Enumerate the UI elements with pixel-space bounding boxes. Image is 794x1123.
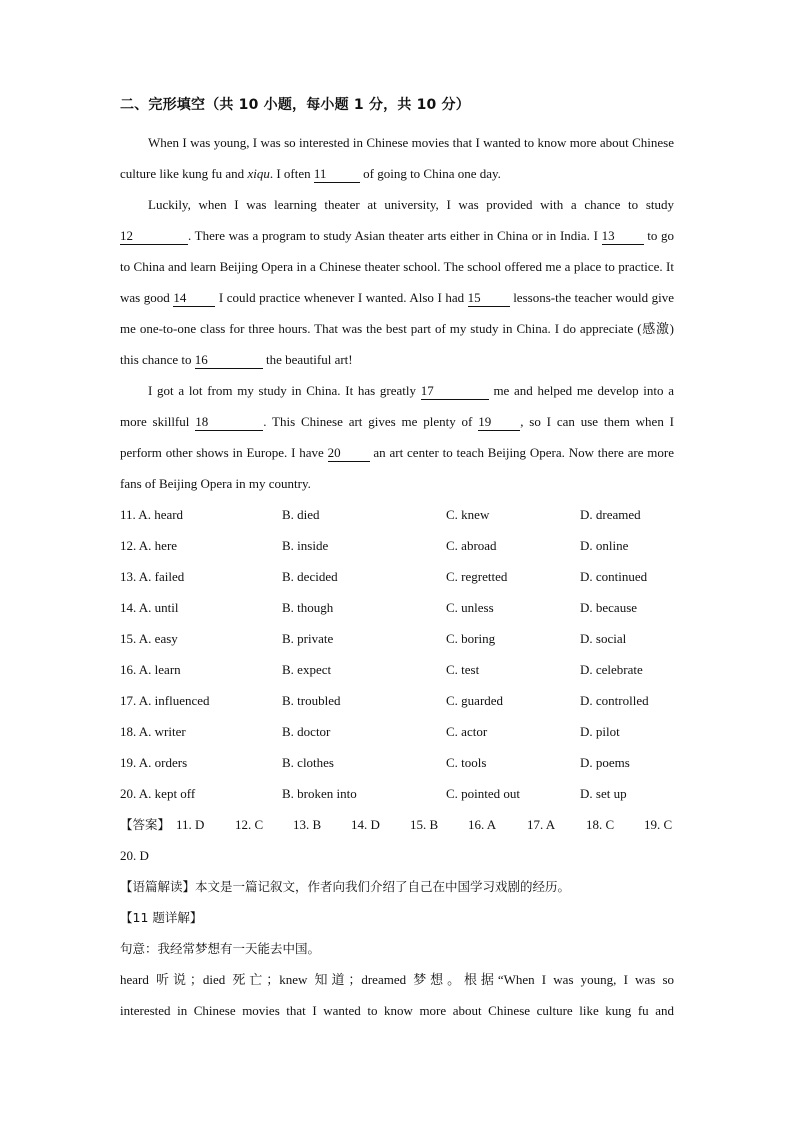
answer-row-2: [120, 840, 674, 871]
option-d[interactable]: D. because: [580, 600, 638, 615]
option-a[interactable]: 13. A. failed: [120, 569, 185, 584]
blank-13[interactable]: 13: [602, 228, 644, 245]
option-d[interactable]: D. pilot: [580, 724, 620, 739]
option-row-14: [120, 592, 674, 623]
option-b[interactable]: B. clothes: [282, 755, 334, 770]
passage-text: of going to China one day.: [359, 166, 501, 181]
option-row-16: [120, 654, 674, 685]
blank-15[interactable]: 15: [468, 290, 510, 307]
option-b[interactable]: B. expect: [282, 662, 332, 677]
option-d[interactable]: D. social: [580, 631, 627, 646]
option-c[interactable]: C. boring: [446, 631, 496, 646]
option-c[interactable]: C. actor: [446, 724, 488, 739]
option-d[interactable]: D. dreamed: [580, 507, 641, 522]
option-d[interactable]: D. controlled: [580, 693, 649, 708]
blank-19[interactable]: 19: [478, 414, 520, 431]
answer-item: 18. C: [586, 817, 615, 832]
q11-sentence-meaning: 句意：我经常梦想有一天能去中国。: [120, 941, 321, 956]
option-b[interactable]: B. broken into: [282, 786, 357, 801]
passage-text: to go to China and learn Beijing Opera in a Chinese theater school. The school offered me a place to practice. It was good: [120, 228, 674, 305]
option-row-11: [120, 499, 674, 530]
answer-item: 13. B: [293, 817, 322, 832]
option-a[interactable]: 18. A. writer: [120, 724, 186, 739]
option-a[interactable]: 15. A. easy: [120, 631, 178, 646]
answer-label: 【答案】: [120, 817, 171, 832]
option-c[interactable]: C. test: [446, 662, 480, 677]
option-a[interactable]: 19. A. orders: [120, 755, 188, 770]
answer-item: 20. D: [120, 848, 149, 863]
option-a[interactable]: 14. A. until: [120, 600, 179, 615]
blank-16[interactable]: 16: [195, 352, 263, 369]
option-row-19: [120, 747, 674, 778]
option-a[interactable]: 12. A. here: [120, 538, 178, 553]
answer-item: 14. D: [351, 817, 380, 832]
option-c[interactable]: C. unless: [446, 600, 494, 615]
option-row-15: [120, 623, 674, 654]
option-c[interactable]: C. knew: [446, 507, 490, 522]
blank-18[interactable]: 18: [195, 414, 263, 431]
option-b[interactable]: B. troubled: [282, 693, 341, 708]
answer-item: 15. B: [410, 817, 439, 832]
blank-14[interactable]: 14: [173, 290, 215, 307]
passage-text: lessons-the teacher would give me one-to-one class for three hours. That was the best part of my study in China. I do appreciate (感激) this chance to: [120, 290, 674, 367]
option-b[interactable]: B. though: [282, 600, 334, 615]
option-row-17: [120, 685, 674, 716]
answer-item: 19. C: [644, 817, 673, 832]
option-a[interactable]: 11. A. heard: [120, 507, 184, 522]
option-c[interactable]: C. abroad: [446, 538, 497, 553]
passage-text: me and helped me develop into a more skillful: [120, 383, 674, 429]
q11-explanation-line-1: heard 听说；died 死亡；knew 知道；dreamed 梦想。根据“When I was young, I was so: [120, 972, 674, 987]
option-c[interactable]: C. pointed out: [446, 786, 521, 801]
option-d[interactable]: D. celebrate: [580, 662, 643, 677]
option-a[interactable]: 17. A. influenced: [120, 693, 210, 708]
option-d[interactable]: D. continued: [580, 569, 648, 584]
blank-11[interactable]: 11: [314, 166, 360, 183]
option-b[interactable]: B. died: [282, 507, 320, 522]
option-c[interactable]: C. guarded: [446, 693, 504, 708]
document-page: [120, 96, 674, 1026]
option-c[interactable]: C. tools: [446, 755, 487, 770]
analysis-text: 本文是一篇记叙文，作者向我们介绍了自己在中国学习戏剧的经历。: [195, 879, 571, 894]
passage-text: I could practice whenever I wanted. Also I had: [215, 290, 468, 305]
passage-text: . This Chinese art gives me plenty of: [263, 414, 479, 429]
answer-item: 11. D: [176, 817, 205, 832]
passage-text: . I often: [269, 166, 314, 181]
discourse-analysis: [120, 871, 674, 902]
passage-text: I got a lot from my study in China. It has greatly: [148, 383, 421, 398]
answer-item: 16. A: [468, 817, 497, 832]
option-row-12: [120, 530, 674, 561]
passage-text: , so I can use them when I perform other shows in Europe. I have: [120, 414, 674, 460]
option-d[interactable]: D. set up: [580, 786, 627, 801]
option-a[interactable]: 20. A. kept off: [120, 786, 196, 801]
blank-12[interactable]: 12: [120, 228, 188, 245]
option-row-13: [120, 561, 674, 592]
option-b[interactable]: B. decided: [282, 569, 338, 584]
blank-17[interactable]: 17: [421, 383, 489, 400]
option-d[interactable]: D. poems: [580, 755, 630, 770]
section-heading: 二、完形填空（共 10 小题，每小题 1 分，共 10 分）: [120, 97, 470, 113]
passage-text: . There was a program to study Asian theater arts either in China or in India. I: [188, 228, 602, 243]
passage-text: the beautiful art!: [262, 352, 353, 367]
q11-title: 【11 题详解】: [120, 910, 203, 925]
options-table: [120, 499, 674, 809]
option-b[interactable]: B. inside: [282, 538, 329, 553]
option-b[interactable]: B. doctor: [282, 724, 331, 739]
passage-text: an art center to teach Beijing Opera. Now there are more fans of Beijing Opera in my country.: [120, 445, 674, 491]
option-d[interactable]: D. online: [580, 538, 629, 553]
passage-text: When I was young, I was so interested in Chinese movies that I wanted to know more about Chinese culture like kung fu and: [120, 135, 674, 181]
blank-20[interactable]: 20: [328, 445, 370, 462]
passage-paragraph-2: [120, 189, 674, 375]
option-b[interactable]: B. private: [282, 631, 334, 646]
option-a[interactable]: 16. A. learn: [120, 662, 181, 677]
option-row-18: [120, 716, 674, 747]
answer-item: 17. A: [527, 817, 556, 832]
option-row-20: [120, 778, 674, 809]
passage-paragraph-1: [120, 127, 674, 189]
option-c[interactable]: C. regretted: [446, 569, 508, 584]
passage-paragraph-3: [120, 375, 674, 499]
passage-text: Luckily, when I was learning theater at university, I was provided with a chance to study: [148, 197, 674, 212]
analysis-label: 【语篇解读】: [120, 879, 196, 894]
q11-explanation-line-2: interested in Chinese movies that I wanted to know more about Chinese culture like kung fu and: [120, 1003, 674, 1018]
answer-row: [120, 809, 674, 840]
passage-italic-word: xiqu: [247, 166, 270, 181]
answer-item: 12. C: [235, 817, 264, 832]
